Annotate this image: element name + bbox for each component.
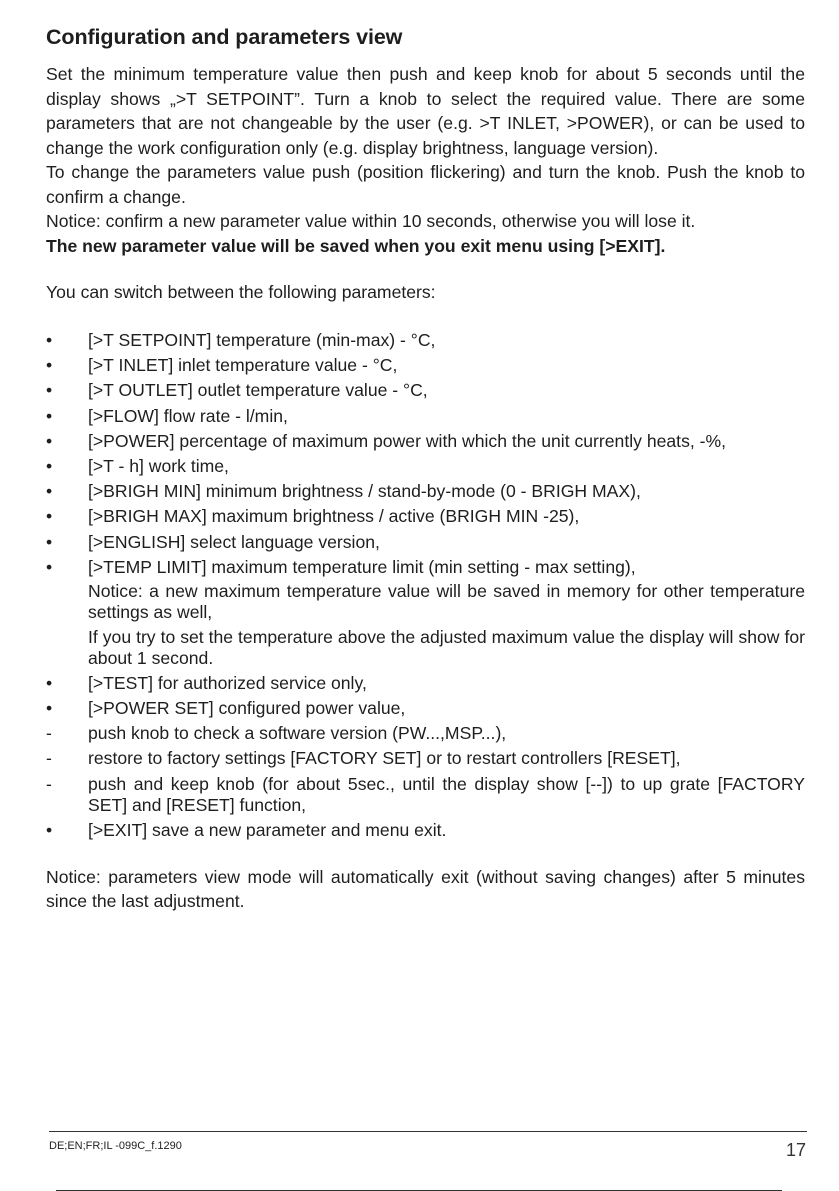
auto-exit-notice: Notice: parameters view mode will automatically exit (without saving changes) after 5 minutes since the last adjustment. [46, 867, 805, 911]
list-item-subnote: Notice: a new maximum temperature value will be saved in memory for other temperature settings as well, [88, 581, 805, 623]
list-item-text: push and keep knob (for about 5sec., until the display show [--]) to up grate [FACTORY SET] and [RESET] function, [88, 773, 805, 815]
bullet-marker: • [46, 531, 53, 552]
list-item-text: [>FLOW] flow rate - l/min, [88, 405, 288, 426]
list-item [46, 355, 805, 376]
list-item-text: [>T OUTLET] outlet temperature value - °C, [88, 380, 428, 401]
list-item-text: [>BRIGH MIN] minimum brightness / stand-by-mode (0 - BRIGH MAX), [88, 481, 641, 502]
list-item [46, 723, 805, 744]
list-item-subnote: If you try to set the temperature above the adjusted maximum value the display will show for about 1 second. [88, 626, 805, 668]
list-item [46, 673, 805, 694]
bullet-marker: • [46, 506, 53, 527]
list-item-text: [>T INLET] inlet temperature value - °C, [88, 355, 398, 376]
intro-notice: Notice: confirm a new parameter value within 10 seconds, otherwise you will lose it. [46, 211, 696, 231]
footer-divider [49, 1131, 807, 1132]
parameter-list [46, 330, 805, 845]
list-item-text: restore to factory settings [FACTORY SET] or to restart controllers [RESET], [88, 748, 681, 769]
intro-bold-note: The new parameter value will be saved when you exit menu using [>EXIT]. [46, 235, 666, 256]
dash-marker: - [46, 773, 52, 794]
bullet-marker: • [46, 672, 53, 693]
list-item [46, 698, 805, 719]
bullet-marker: • [46, 455, 53, 476]
bullet-marker: • [46, 819, 53, 840]
list-item [46, 506, 805, 527]
list-item [46, 820, 805, 841]
list-item-text: [>POWER SET] configured power value, [88, 698, 406, 719]
list-item [46, 557, 805, 669]
bullet-marker: • [46, 330, 53, 350]
bullet-marker: • [46, 430, 53, 451]
list-item [46, 431, 805, 452]
bullet-marker: • [46, 481, 53, 502]
intro-paragraph: Set the minimum temperature value then push and keep knob for about 5 seconds until the display shows „>T SETPOINT”. Turn a knob to select the required value. There are some parameters that are not changeable by the user (e.g. >T INLET, >POWER), or can be used to change the work configuration only (e.g. display brightness, language version). [46, 64, 805, 158]
list-item [46, 456, 805, 477]
switch-text: You can switch between the following parameters: [46, 282, 436, 302]
bullet-marker: • [46, 698, 53, 719]
list-item-text: [>T SETPOINT] temperature (min-max) - °C, [88, 330, 436, 350]
section-heading: Configuration and parameters view [46, 25, 403, 49]
list-item [46, 380, 805, 401]
dash-marker: - [46, 723, 52, 744]
bullet-marker: • [46, 355, 53, 376]
bullet-marker: • [46, 380, 53, 401]
list-item-text: [>EXIT] save a new parameter and menu exit. [88, 819, 447, 840]
list-item-text: [>ENGLISH] select language version, [88, 531, 380, 552]
list-item-text: [>BRIGH MAX] maximum brightness / active (BRIGH MIN -25), [88, 506, 580, 527]
list-item [46, 330, 805, 351]
list-item [46, 481, 805, 502]
bullet-marker: • [46, 556, 53, 577]
dash-marker: - [46, 748, 52, 769]
list-item [46, 532, 805, 553]
intro-text [46, 62, 805, 258]
intro-paragraph: To change the parameters value push (position flickering) and turn the knob. Push the knob to confirm a change. [46, 162, 805, 207]
page-number: 17 [785, 1140, 806, 1160]
list-item-text: push knob to check a software version (PW...,MSP...), [88, 723, 507, 744]
bullet-marker: • [46, 405, 53, 426]
list-item [46, 748, 805, 769]
list-item-text: [>T - h] work time, [88, 455, 229, 476]
list-item-text: [>TEST] for authorized service only, [88, 672, 367, 693]
list-item-text: [>TEMP LIMIT] maximum temperature limit (min setting - max setting), [88, 556, 636, 577]
list-item-text: [>POWER] percentage of maximum power with which the unit currently heats, -%, [88, 430, 727, 451]
list-item [46, 774, 805, 816]
list-item [46, 406, 805, 427]
document-code: DE;EN;FR;IL -099C_f.1290 [49, 1140, 182, 1152]
